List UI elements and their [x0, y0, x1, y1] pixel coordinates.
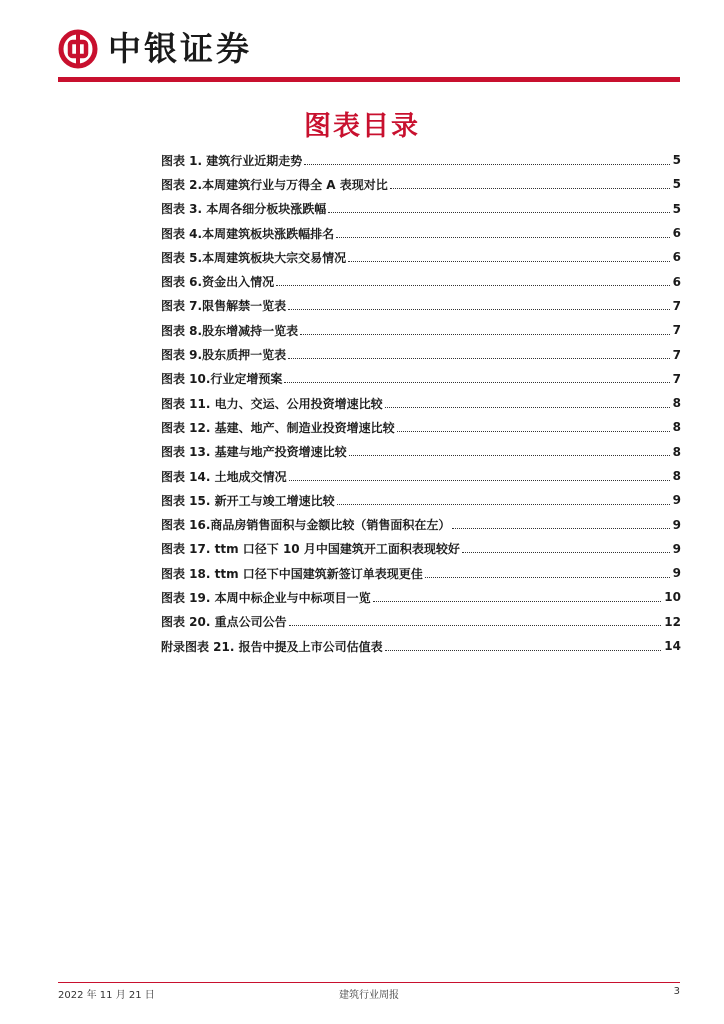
toc-entry-title: 图表 8.股东增减持一览表: [161, 323, 299, 338]
page-footer: [58, 986, 680, 1002]
toc-entry-title: 图表 3. 本周各细分板块涨跌幅: [161, 202, 327, 217]
toc-dot-leader: [289, 480, 670, 481]
toc-dot-leader: [337, 504, 670, 505]
page-header: [58, 26, 252, 72]
toc-dot-leader: [288, 358, 670, 359]
toc-entry-title: 图表 15. 新开工与竣工增速比较: [161, 493, 335, 508]
toc-entry-title: 图表 14. 土地成交情况: [161, 469, 287, 484]
toc-entry[interactable]: [161, 269, 681, 293]
toc-dot-leader: [289, 625, 662, 626]
toc-entry[interactable]: [161, 197, 681, 221]
toc-entry[interactable]: [161, 440, 681, 464]
toc-entry-page: 10: [664, 590, 681, 605]
toc-dot-leader: [385, 407, 670, 408]
toc-dot-leader: [348, 261, 670, 262]
toc-entry-title: 图表 13. 基建与地产投资增速比较: [161, 445, 347, 460]
toc-entry-page: 8: [672, 420, 681, 435]
footer-page-number: 3: [673, 986, 680, 997]
toc-entry-page: 14: [664, 639, 681, 654]
footer-date: 2022 年 11 月 21 日: [58, 990, 155, 1001]
toc-entry-title: 图表 5.本周建筑板块大宗交易情况: [161, 250, 347, 265]
toc-entry-title: 图表 17. ttm 口径下 10 月中国建筑开工面积表现较好: [161, 542, 460, 557]
toc-dot-leader: [390, 188, 670, 189]
toc-dot-leader: [349, 455, 670, 456]
bank-of-china-logo-icon: [58, 29, 98, 69]
toc-entry[interactable]: [161, 221, 681, 245]
toc-dot-leader: [373, 601, 662, 602]
toc-entry[interactable]: [161, 561, 681, 585]
toc-entry-page: 6: [672, 274, 681, 289]
toc-entry-page: 9: [672, 541, 681, 556]
toc-dot-leader: [304, 164, 669, 165]
toc-entry-title: 图表 10.行业定增预案: [161, 372, 283, 387]
toc-entry-title: 附录图表 21. 报告中提及上市公司估值表: [161, 639, 383, 654]
toc-dot-leader: [288, 309, 670, 310]
toc-dot-leader: [425, 577, 670, 578]
toc-entry-page: 7: [672, 347, 681, 362]
toc-entry[interactable]: [161, 415, 681, 439]
toc-entry-page: 9: [672, 517, 681, 532]
toc-entry-title: 图表 16.商品房销售面积与金额比较（销售面积在左）: [161, 518, 451, 533]
toc-entry[interactable]: [161, 148, 681, 172]
toc-entry-title: 图表 4.本周建筑板块涨跌幅排名: [161, 226, 335, 241]
toc-entry-page: 9: [672, 493, 681, 508]
toc-entry-page: 8: [672, 396, 681, 411]
footer-divider: [58, 982, 680, 983]
toc-dot-leader: [462, 552, 670, 553]
toc-entry-title: 图表 12. 基建、地产、制造业投资增速比较: [161, 420, 395, 435]
toc-entry[interactable]: [161, 367, 681, 391]
toc-entry-page: 5: [672, 177, 681, 192]
toc-entry-page: 6: [672, 250, 681, 265]
toc-title: 图表目录: [304, 111, 420, 142]
toc-entry-title: 图表 18. ttm 口径下中国建筑新签订单表现更佳: [161, 566, 423, 581]
toc-dot-leader: [300, 334, 670, 335]
toc-dot-leader: [336, 237, 670, 238]
toc-dot-leader: [397, 431, 670, 432]
footer-report-name: 建筑行业周报: [339, 990, 399, 1001]
toc-dot-leader: [276, 285, 670, 286]
toc-entry[interactable]: [161, 318, 681, 342]
toc-entry-page: 12: [664, 614, 681, 629]
toc-entry[interactable]: [161, 585, 681, 609]
toc-entry-title: 图表 20. 重点公司公告: [161, 615, 287, 630]
toc-entry[interactable]: [161, 464, 681, 488]
toc-entry-page: 5: [672, 201, 681, 216]
toc-entry[interactable]: [161, 488, 681, 512]
table-of-figures: [161, 148, 681, 658]
toc-entry-title: 图表 1. 建筑行业近期走势: [161, 153, 303, 168]
toc-entry[interactable]: [161, 391, 681, 415]
toc-dot-leader: [328, 212, 669, 213]
toc-entry-page: 7: [672, 323, 681, 338]
toc-entry[interactable]: [161, 294, 681, 318]
toc-dot-leader: [452, 528, 669, 529]
toc-entry-page: 8: [672, 469, 681, 483]
toc-entry[interactable]: [161, 537, 681, 561]
toc-entry-title: 图表 11. 电力、交运、公用投资增速比较: [161, 396, 383, 411]
toc-entry-title: 图表 7.限售解禁一览表: [161, 299, 287, 314]
toc-entry-title: 图表 9.股东质押一览表: [161, 348, 287, 363]
toc-entry[interactable]: [161, 245, 681, 269]
toc-entry[interactable]: [161, 512, 681, 536]
toc-entry-title: 图表 2.本周建筑行业与万得全 A 表现对比: [161, 177, 388, 192]
toc-entry-title: 图表 6.资金出入情况: [161, 275, 275, 290]
toc-entry[interactable]: [161, 634, 681, 658]
header-divider: [58, 77, 680, 82]
toc-entry-page: 8: [672, 444, 681, 459]
toc-entry[interactable]: [161, 172, 681, 196]
toc-entry[interactable]: [161, 342, 681, 366]
toc-entry-page: 7: [672, 371, 681, 386]
toc-entry[interactable]: [161, 610, 681, 634]
toc-entry-title: 图表 19. 本周中标企业与中标项目一览: [161, 590, 371, 605]
toc-dot-leader: [385, 650, 662, 651]
toc-dot-leader: [284, 382, 669, 383]
toc-entry-page: 5: [672, 153, 681, 168]
toc-entry-page: 7: [672, 298, 681, 313]
toc-entry-page: 6: [672, 226, 681, 241]
brand-name: 中银证券: [108, 29, 252, 68]
toc-entry-page: 9: [672, 566, 681, 581]
